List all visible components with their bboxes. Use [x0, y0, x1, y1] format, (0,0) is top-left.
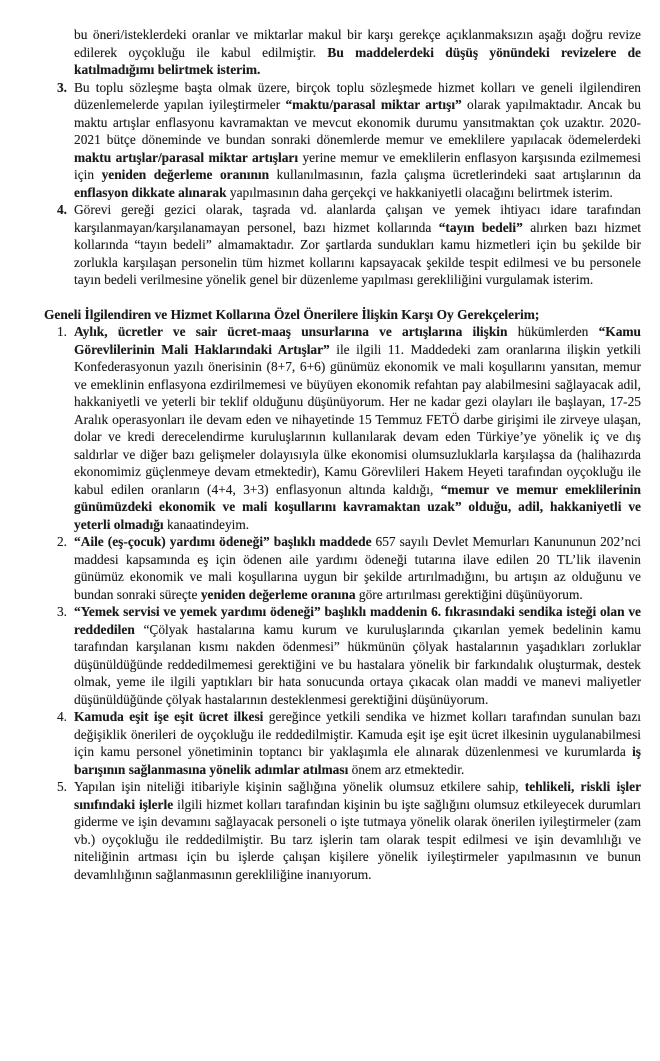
- bold-text-segment: enflasyon dikkate alınarak: [74, 184, 227, 200]
- list-item: [44, 778, 641, 883]
- text-segment: Bu toplu sözleşme başta olmak üzere, birçok toplu sözleşmede hizmet kolları ve geneli ilgilendiren düzenlemelerde yapılan iyileştirmeler: [74, 79, 641, 112]
- list-item: [44, 79, 641, 202]
- bold-text-segment: Bu maddelerdeki düşüş yönündeki revizelere de katılmadığımı belirtmek isterim.: [74, 44, 641, 77]
- list-item-number: 3.: [56, 604, 67, 619]
- list-item-number: 3.: [56, 79, 67, 95]
- bold-text-segment: “Yemek servisi ve yemek yardımı ödeneği” başlıklı maddenin 6. fıkrasındaki sendika isteği olan ve reddedilen: [74, 604, 641, 637]
- bold-text-segment: “Aile (eş-çocuk) yardımı ödeneği” başlıklı maddede: [74, 534, 372, 549]
- bold-text-segment: “maktu/parasal miktar artışı”: [285, 97, 462, 112]
- bold-text-segment: “memur ve memur emeklilerinin günümüzdeki ekonomik ve mali koşullarını kavramaktan uzak” olduğu, adil, hakkaniyetli ve yeterli olmadığı: [74, 481, 641, 532]
- list-item: [44, 201, 641, 289]
- list-item: [44, 533, 641, 603]
- bold-text-segment: “Kamu Görevlilerinin Mali Haklarındaki Artışlar”: [74, 324, 641, 357]
- list-item-text: [74, 708, 641, 778]
- text-segment: yerine memur ve emeklilerin enflasyon karşısında ezilmemesi için: [74, 149, 641, 182]
- bold-text-segment: maktu artışlar/parasal miktar artışları: [74, 149, 299, 165]
- text-segment: ilgili hizmet kolları tarafından kişinin bu işte sağlığını olumsuz etkileyecek durumları giderme ve işin devamını sağlayacak personeli o işte tutmaya yönelik olarak önerilen iyileştirmeler (zam vb.) oyçokluğu ile reddedilmiştir. Bu tarz işlerin tam olarak tespit edilmesi ve işin devamlılığı ve niteliğinin artması için bu işlerde çalışan kişilere yönelik iyileştirmeler yapılmasının ve bunun devamlılığının sağlanmasının gerekliliğine inanıyorum.: [74, 796, 642, 882]
- list-item: [44, 603, 641, 708]
- list-item-number: 4.: [56, 709, 67, 724]
- list-item: [44, 708, 641, 778]
- bold-text-segment: yeniden değerleme oranına: [200, 586, 356, 602]
- text-segment: gereğince yetkili sendika ve hizmet kolları tarafından sunulan bazı değişiklik önerileri de oyçokluğu ile reddedilmiştir. Kamuda eşit işe eşit ücret ilkesinin uygulanabilmesi için kamu personel yönetiminin toptancı bir yaklaşımla ele alınarak düzenlenmesi ve kurumlarda: [74, 709, 641, 759]
- text-segment: kullanılmasının, fazla çalışma ücretlerindeki saat artışlarının da: [269, 167, 641, 182]
- text-segment: 657 sayılı Devlet Memurları Kanununun 202’nci maddesi kapsamında eş için ödenen aile yardımı ödeneği tutarına ilave edilen 20 TL’lik ilavenin günümüz ekonomik ve mali koşullarına uygun bir şekilde artırılmadığını, bu artışın az olduğunu ve bundan sonraki süreçte: [74, 534, 641, 602]
- list-item-number: 4.: [56, 202, 67, 217]
- list-item-number: 1.: [56, 324, 67, 339]
- top-numbered-list: [44, 79, 641, 289]
- text-segment: Yapılan işin niteliği itibariyle kişinin sağlığına yönelik olumsuz etkilere sahip,: [74, 779, 525, 794]
- bold-text-segment: “tayın bedeli”: [438, 219, 523, 235]
- text-segment: önem arz etmektedir.: [348, 761, 465, 777]
- text-segment: “Çölyak hastalarına kamu kurum ve kuruluşlarında çıkarılan yemek bedelinin kamu tarafından karşılanan kısmı nakden ödenmesi” hükmünün çölyak hastalarının yaşadıkları zorluklar düşünüldüğünde reddedilmemesi gerektiğini ve bu hastalara yönelik bir farkındalık oluşturmak, destek olmak, yeme ile ilgili yaptıkları bir hata sonucunda ortaya çıkacak olan maddi ve manevi maliyetler düşünüldüğünde çölyak hastalarının desteklenmesi gerektiğini düşünüyorum.: [74, 621, 641, 707]
- text-segment: hükümlerden: [507, 324, 599, 339]
- main-numbered-list: [44, 323, 641, 883]
- text-segment: yapılmasının daha gerçekçi ve hakkaniyetli olacağını belirtmek isterim.: [226, 184, 613, 200]
- bold-text-segment: yeniden değerleme oranının: [101, 167, 270, 182]
- list-item: [44, 323, 641, 533]
- text-segment: olarak yapılmaktadır. Ancak bu maktu artışlar enflasyonu kavramaktan ve mevcut ekonomik durumu yansıtmaktan çok uzaktır. 2020-2021 bütçe döneminde ve bundan sonraki dönemlerde memur ve emeklilere yapılacak ödemelerdeki: [74, 97, 641, 147]
- text-segment: kanaatindeyim.: [163, 516, 250, 532]
- list-item-text: [74, 533, 641, 603]
- list-item-text: [74, 79, 641, 202]
- text-segment: bu öneri/isteklerdeki oranlar ve miktarlar makul bir karşı gerekçe açıklanmaksızın aşağı doğru revize edilerek oyçokluğu ile kabul edilmiştir.: [74, 27, 641, 60]
- list-item-text: [74, 323, 641, 533]
- bold-text-segment: Aylık, ücretler ve sair ücret-maaş unsurlarına ve artışlarına ilişkin: [74, 324, 508, 339]
- text-segment: göre artırılması gerektiğini düşünüyorum.: [355, 586, 583, 602]
- section-heading: Geneli İlgilendiren ve Hizmet Kollarına Özel Önerilere İlişkin Karşı Oy Gerekçelerim;: [44, 306, 540, 322]
- list-item-number: 2.: [56, 534, 67, 549]
- text-segment: ile ilgili 11. Maddedeki zam oranlarına ilişkin yetkili Konfederasyonun yazılı önerisinin (8+7, 6+6) günümüz ekonomik ve mali koşullarını yansıtan, memur ve emeklinin enflasyona ezdirilmemesi ve büyüyen ekonomik refahtan pay alabilmesini sağlayacak adil, hakkaniyetli ve yeterli bir teklif olduğunu düşünüyorum. Her ne kadar gezi olayları ile başlayan, 17-25 Aralık operasyonları ile devam eden ve nihayetinde 15 Temmuz FETÖ darbe girişimi ile zirveye ulaşan, dolar ve kredi derecelendirme kuruluşlarının kullanılarak devam eden Türkiye’ye yönelik iç ve dış saldırlar ve diğer bazı gelişmeler dolayısıyla ülke ekonomisi olumsuzluklarla karşılaşsa da (halihazırda ekonomimiz güçlenmeye devam etmektedir), Kamu Görevlileri Hakem Heyeti tarafından oyçokluğu ile kabul edilen oranların (4+4, 3+3) enflasyonun altında kaldığı,: [74, 341, 641, 497]
- list-item-number: 5.: [56, 779, 67, 794]
- continuation-paragraph: [74, 26, 641, 79]
- bold-text-segment: iş barışının sağlanmasına yönelik adımlar atılması: [74, 744, 641, 777]
- bold-text-segment: Kamuda eşit işe eşit ücret ilkesi: [74, 709, 264, 724]
- text-segment: Görevi gereği gezici olarak, taşrada vd. alanlarda çalışan ve yemek ihtiyacı idare tarafından karşılanmayan/karşılanamayan personel, bazı hizmet kollarında: [74, 202, 641, 235]
- list-item-text: [74, 778, 641, 883]
- list-item-text: [74, 603, 641, 708]
- text-segment: alırken bazı hizmet kollarında “tayın bedeli” almamaktadır. Zor şartlarda sundukları kamu hizmetleri için bu şekilde bir zorlukla karşılaşan personelin tüm hizmet kollarını kapsayacak şekilde tespit edilmesi ve bu personele tayın bedeli verilmesine yönelik genel bir düzenleme yapılması gerekliliğini vurgulamak isterim.: [74, 219, 641, 287]
- bold-text-segment: tehlikeli, riskli işler sınıfındaki işlerle: [74, 779, 642, 812]
- list-item-text: [74, 201, 641, 289]
